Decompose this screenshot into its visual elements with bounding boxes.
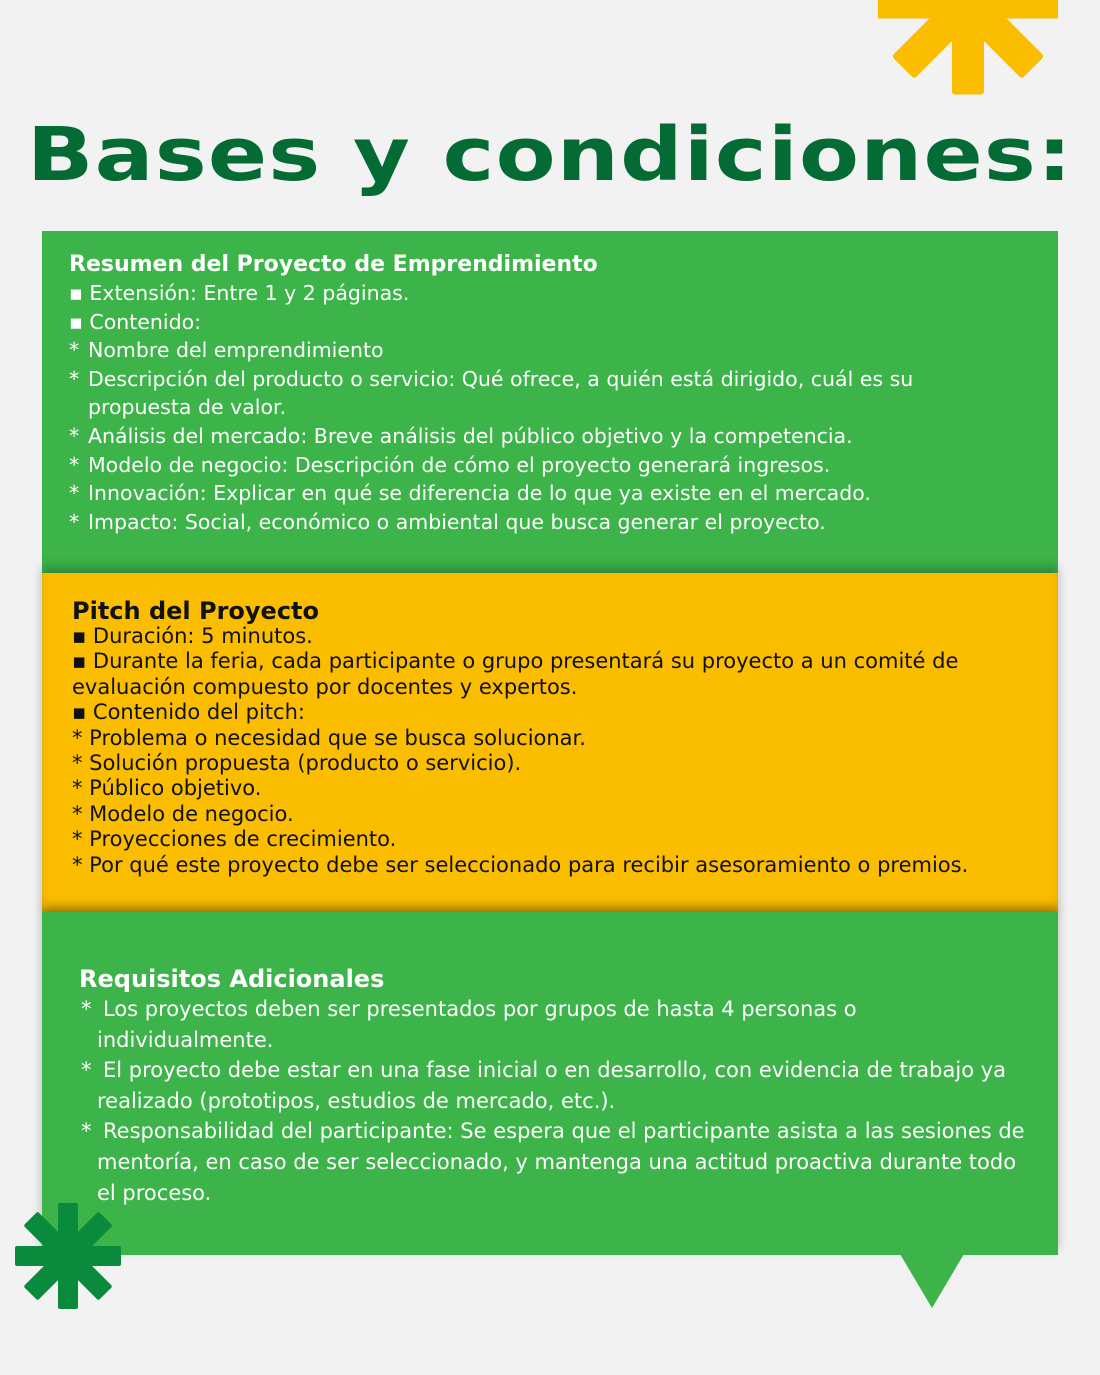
list-item (79, 1055, 1038, 1116)
list-item-text: El proyecto debe estar en una fase inicial o en desarrollo, con evidencia de trabajo ya realizado (prototipos, estudios de mercado, etc.). (97, 1058, 1007, 1113)
summary-heading: Resumen del Proyecto de Emprendimiento (69, 252, 598, 277)
list-item: * Impacto: Social, económico o ambiental que busca generar el proyecto. (69, 508, 1058, 537)
pitch-list (72, 624, 1058, 878)
list-item: * Proyecciones de crecimiento. (72, 827, 397, 852)
yellow-asterisk-icon (878, 0, 1058, 95)
pitch-heading: Pitch del Proyecto (72, 597, 320, 625)
list-item: * Solución propuesta (producto o servicio). (72, 751, 522, 776)
requirements-pointer (900, 1254, 964, 1308)
list-item: * Problema o necesidad que se busca solucionar. (72, 725, 586, 750)
list-item: * Por qué este proyecto debe ser seleccionado para recibir asesoramiento o premios. (72, 852, 969, 877)
list-item-text: Los proyectos deben ser presentados por grupos de hasta 4 personas o individualmente. (97, 997, 857, 1052)
list-item: * Público objetivo. (72, 776, 262, 801)
list-item: * Modelo de negocio. (72, 801, 294, 826)
list-item: ▪ Durante la feria, cada participante o grupo presentará su proyecto a un comité de evaluación compuesto por docentes y expertos. (72, 649, 959, 699)
list-item: * Nombre del emprendimiento (69, 336, 1058, 365)
green-asterisk-icon (15, 1203, 121, 1309)
list-item: ▪ Contenido: (69, 309, 202, 334)
page-title: Bases y condiciones: (26, 112, 1074, 198)
summary-list (69, 279, 1058, 536)
list-item: ▪ Contenido del pitch: (72, 700, 305, 725)
list-item: * Modelo de negocio: Descripción de cómo el proyecto generará ingresos. (69, 451, 1058, 480)
list-item: * Innovación: Explicar en qué se diferencia de lo que ya existe en el mercado. (69, 479, 1058, 508)
list-item: ▪ Extensión: Entre 1 y 2 páginas. (69, 281, 410, 305)
list-item (79, 994, 1038, 1055)
requirements-heading: Requisitos Adicionales (79, 965, 385, 993)
list-item: * Descripción del producto o servicio: Qué ofrece, a quién está dirigido, cuál es su propuesta de valor. (69, 365, 1058, 422)
list-item-text: Responsabilidad del participante: Se espera que el participante asista a las sesiones de mentoría, en caso de ser seleccionado, y mantenga una actitud proactiva durante todo el proceso. (97, 1119, 1025, 1205)
requirements-list (79, 994, 1058, 1208)
summary-panel (42, 231, 1058, 576)
pitch-panel (42, 573, 1058, 915)
list-item: * Análisis del mercado: Breve análisis del público objetivo y la competencia. (69, 422, 1058, 451)
requirements-panel (42, 912, 1058, 1255)
list-item (79, 1116, 1038, 1208)
list-item: ▪ Duración: 5 minutos. (72, 624, 313, 648)
